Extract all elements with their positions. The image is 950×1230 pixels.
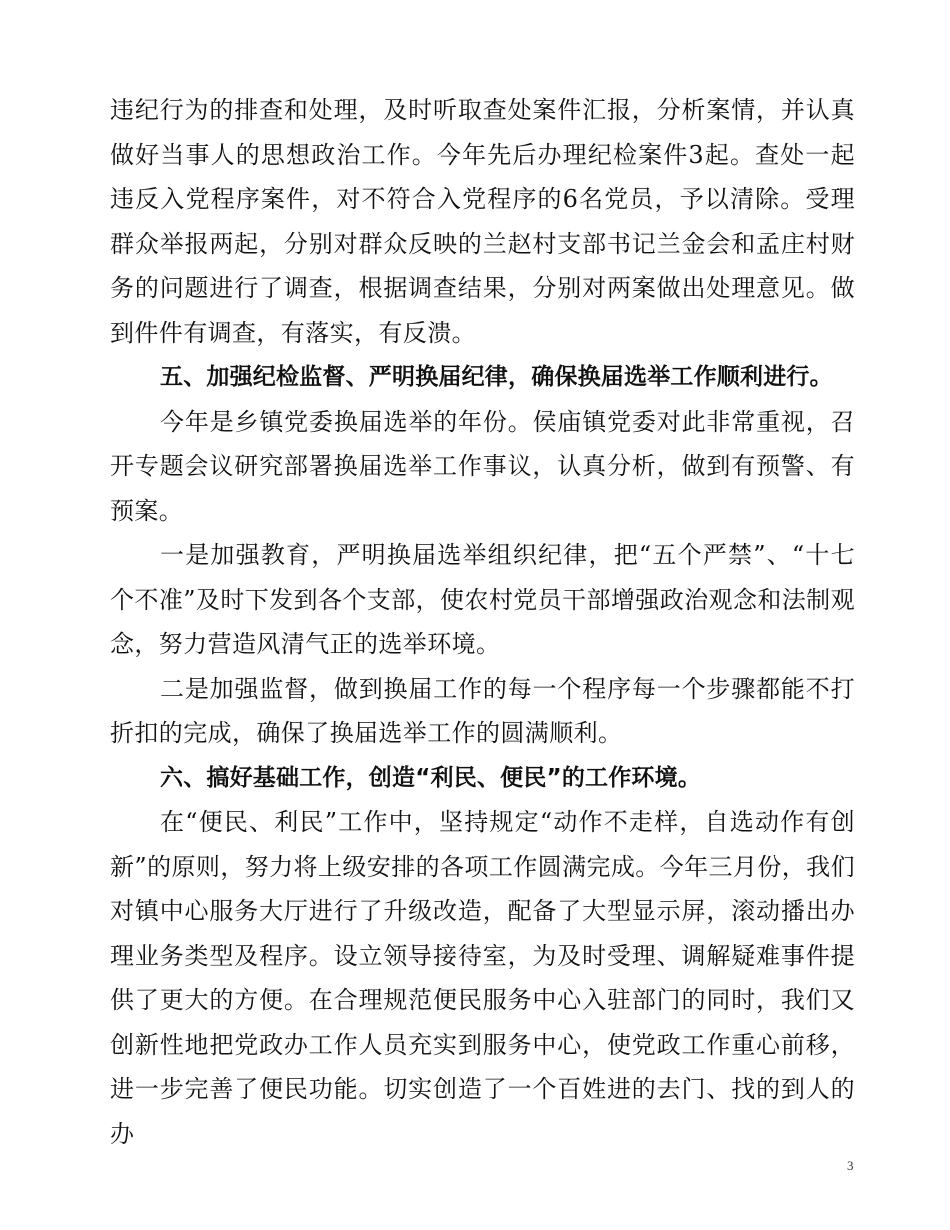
section-heading-6: 六、搞好基础工作，创造“利民、便民”的工作环境。 <box>160 764 702 791</box>
body-paragraph-3: 一是加强教育，严明换届选举组织纪律，把“五个严禁”、“十七个不准”及时下发到各个支部，使农村党员干部增强政治观念和法制观念，努力营造风清气正的选举环境。 <box>110 541 855 658</box>
body-paragraph-2: 今年是乡镇党委换届选举的年份。侯庙镇党委对此非常重视，召开专题会议研究部署换届选举工作事议，认真分析，做到有预警、有预案。 <box>110 407 855 525</box>
body-paragraph-1: 违纪行为的排查和处理，及时听取查处案件汇报，分析案情，并认真做好当事人的思想政治工作。今年先后办理纪检案件3起。查处一起违反入党程序案件，对不符合入党程序的6名党员，予以清除。受理群众举报两起，分别对群众反映的兰赵村支部书记兰金会和孟庄村财务的问题进行了调查，根据调查结果，分别对两案做出处理意见。做到件件有调查，有落实，有反溃。 <box>110 96 855 347</box>
body-paragraph-4: 二是加强监督，做到换届工作的每一个程序每一个步骤都能不打折扣的完成，确保了换届选举工作的圆满顺利。 <box>110 674 855 747</box>
document-body <box>110 88 855 1156</box>
page-number: 3 <box>847 1158 854 1173</box>
section-heading-5: 五、加强纪检监督、严明换届纪律，确保换届选举工作顺利进行。 <box>160 364 833 390</box>
body-paragraph-5: 在“便民、利民”工作中，坚持规定“动作不走样，自选动作有创新”的原则，努力将上级安排的各项工作圆满完成。今年三月份，我们对镇中心服务大厅进行了升级改造，配备了大型显示屏，滚动播出办理业务类型及程序。设立领导接待室，为及时受理、调解疑难事件提供了更大的方便。在合理规范便民服务中心入驻部门的同时，我们又创新性地把党政办工作人员充实到服务中心，使党政工作重心前移，进一步完善了便民功能。切实创造了一个百姓进的去门、找的到人的办 <box>110 808 855 1148</box>
